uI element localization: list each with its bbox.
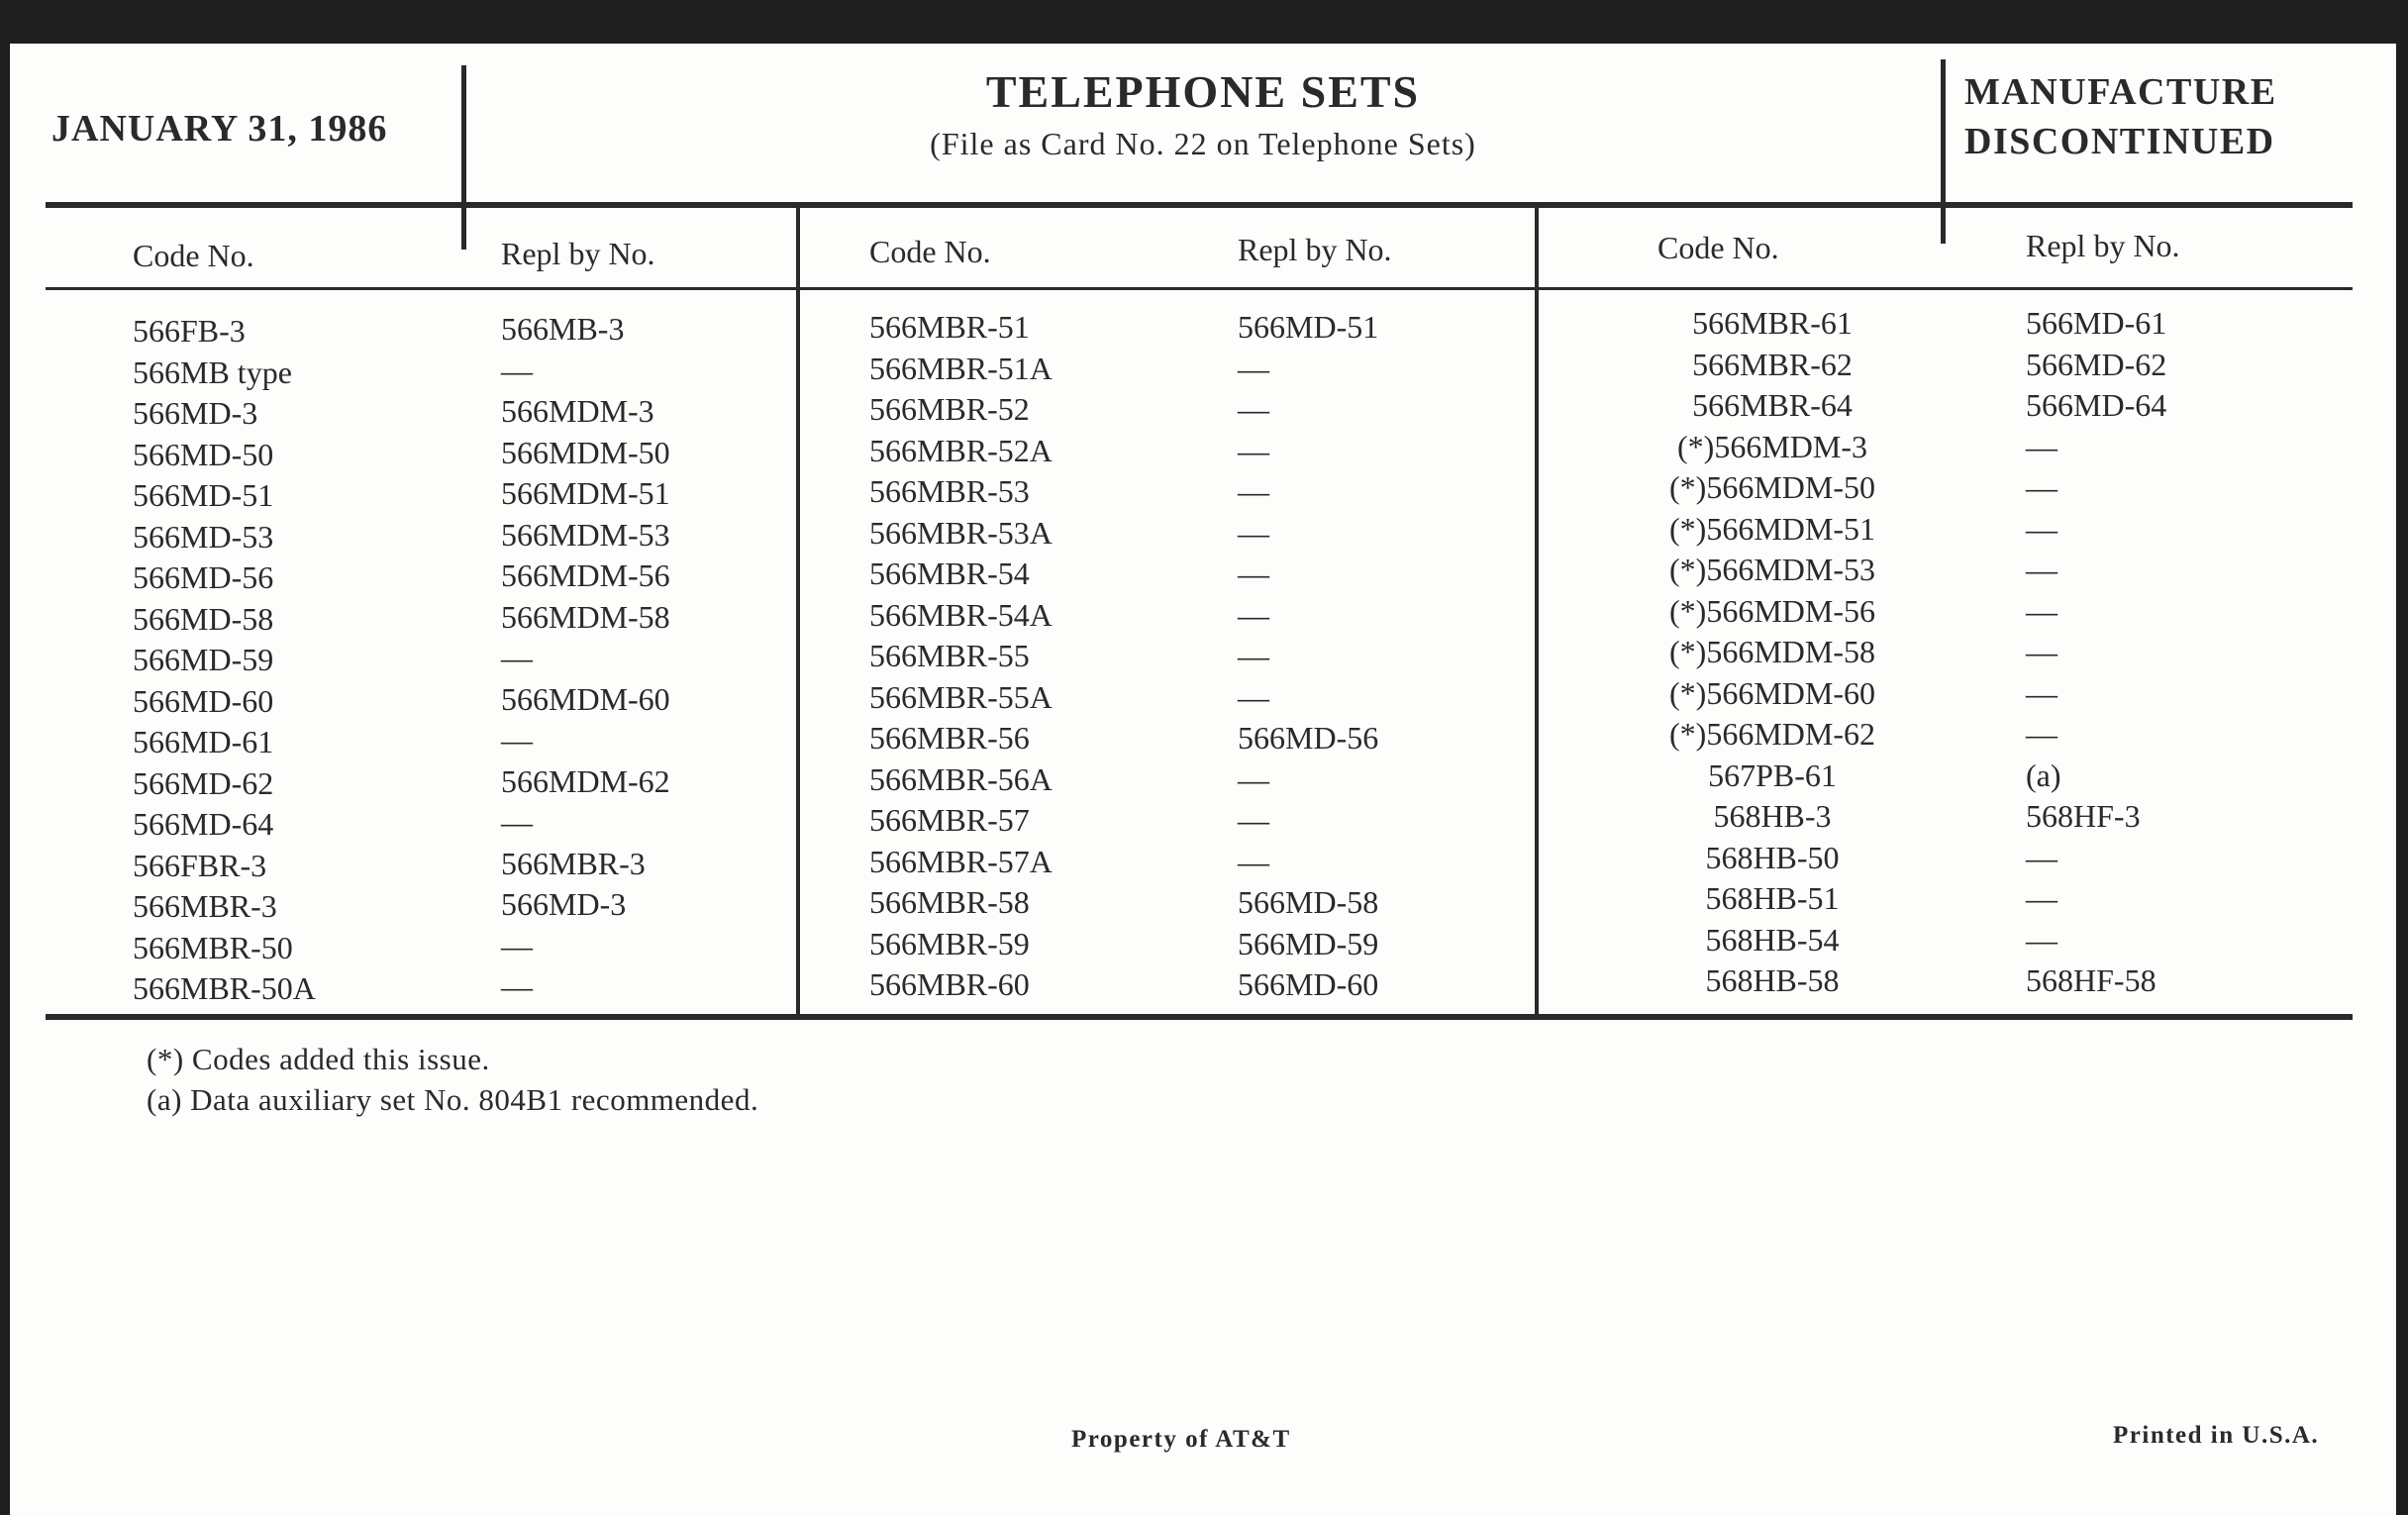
repl-cell: 566MD-62 (2026, 346, 2167, 382)
code-cell: 566MBR-61 (1692, 305, 1853, 341)
document-title: TELEPHONE SETS (985, 66, 1421, 117)
code-cell: 566MBR-54A (869, 596, 1053, 633)
repl-cell: 566MD-61 (2026, 305, 2167, 341)
code-cell: (*)566MDM-53 (1669, 552, 1875, 587)
column-header-code-2: Code No. (869, 234, 991, 269)
repl-cell: 568HF-3 (2026, 798, 2141, 834)
code-cell: 566MBR-62 (1692, 346, 1853, 382)
column-header-repl-3: Repl by No. (2026, 228, 2180, 263)
repl-cell: 566MDM-3 (501, 393, 654, 429)
code-cell: 566MB type (133, 354, 292, 390)
code-cell: 568HB-51 (1705, 880, 1840, 916)
repl-cell: — (1238, 514, 1269, 551)
repl-cell: — (501, 927, 533, 963)
repl-cell: 566MD-56 (1238, 720, 1379, 756)
title-block (782, 65, 1624, 162)
repl-cell: — (1238, 802, 1269, 838)
code-cell: 566MD-64 (133, 806, 274, 842)
code-cell: 566MD-58 (133, 600, 274, 637)
repl-list-3 (2026, 303, 2166, 1002)
code-cell: 566MBR-3 (133, 888, 277, 924)
header-divider-left (461, 65, 466, 250)
column-header-code-1: Code No. (133, 238, 254, 273)
repl-cell: — (2026, 510, 2057, 547)
repl-cell: — (501, 640, 533, 675)
repl-cell: — (1238, 760, 1269, 797)
repl-cell: — (1238, 473, 1269, 509)
catalog-card (10, 44, 2396, 1515)
footnote-asterisk: (*) Codes added this issue. (147, 1042, 490, 1076)
repl-cell: 566MD-3 (501, 886, 627, 922)
repl-cell: — (501, 722, 533, 758)
repl-cell: 566MDM-60 (501, 680, 670, 717)
footnotes (147, 1039, 758, 1120)
repl-cell: — (2026, 428, 2057, 464)
repl-cell: — (2026, 634, 2057, 669)
repl-cell: 566MBR-3 (501, 845, 646, 881)
repl-cell: 566MDM-51 (501, 475, 670, 511)
code-cell: 566MBR-58 (869, 884, 1030, 920)
code-cell: 566MBR-60 (869, 966, 1030, 1002)
code-cell: 566MBR-53A (869, 514, 1053, 551)
code-cell: 566MBR-56A (869, 760, 1053, 797)
repl-cell: 566MDM-58 (501, 598, 670, 635)
printed-footer: Printed in U.S.A. (2113, 1422, 2320, 1449)
repl-cell: — (1238, 432, 1269, 468)
code-cell: 566MBR-57 (869, 802, 1030, 838)
code-cell: 566FB-3 (133, 313, 246, 349)
code-cell: 566MBR-55 (869, 638, 1030, 673)
repl-cell: — (501, 968, 533, 1004)
repl-cell: — (1238, 678, 1269, 715)
repl-cell: — (2026, 880, 2057, 916)
code-cell: 566MBR-51A (869, 350, 1053, 386)
code-cell: 566MD-62 (133, 764, 274, 801)
code-cell: 566MD-60 (133, 682, 274, 719)
code-cell: (*)566MDM-51 (1669, 510, 1875, 547)
table-header-rule (46, 287, 2353, 290)
code-cell: 566MBR-52A (869, 432, 1053, 468)
repl-cell: — (1238, 596, 1269, 633)
code-cell: 566MBR-59 (869, 925, 1030, 961)
code-cell: 566MBR-57A (869, 843, 1053, 879)
document-subtitle: (File as Card No. 22 on Telephone Sets) (930, 126, 1476, 161)
column-divider-2 (1535, 208, 1539, 1016)
status-line-2: DISCONTINUED (1964, 121, 2275, 162)
code-cell: (*)566MDM-62 (1669, 716, 1875, 752)
header-divider-right (1941, 59, 1946, 244)
code-cell: 566MBR-56 (869, 720, 1030, 756)
code-cell: 568HB-54 (1705, 921, 1840, 958)
status-label (1964, 67, 2380, 166)
code-cell: 566MD-59 (133, 642, 274, 677)
code-list-2 (869, 307, 1053, 1006)
column-header-repl-1: Repl by No. (501, 236, 655, 271)
column-divider-1 (796, 208, 800, 1016)
code-cell: (*)566MDM-3 (1677, 428, 1867, 464)
repl-cell: — (1238, 638, 1269, 673)
code-cell: 566MBR-54 (869, 556, 1030, 591)
repl-cell: — (1238, 391, 1269, 427)
repl-cell: — (2026, 921, 2057, 958)
repl-cell: — (2026, 592, 2057, 629)
repl-cell: 566MDM-53 (501, 516, 670, 553)
repl-cell: — (2026, 469, 2057, 505)
code-cell: (*)566MDM-58 (1669, 634, 1875, 669)
repl-cell: 566MB-3 (501, 311, 625, 347)
repl-cell: — (2026, 716, 2057, 752)
repl-cell: (a) (2026, 757, 2061, 793)
code-cell: 566MD-61 (133, 724, 274, 759)
code-cell: 566MD-3 (133, 395, 258, 431)
repl-list-1 (501, 309, 670, 1008)
repl-cell: — (1238, 350, 1269, 386)
repl-cell: 566MD-51 (1238, 309, 1379, 345)
code-cell: 566MBR-51 (869, 309, 1030, 345)
repl-cell: 566MD-58 (1238, 884, 1379, 920)
repl-cell: 566MD-59 (1238, 925, 1379, 961)
table-bottom-rule (46, 1014, 2353, 1020)
repl-cell: — (1238, 843, 1269, 879)
code-cell: 566MBR-50A (133, 970, 316, 1006)
code-cell: (*)566MDM-50 (1669, 469, 1875, 505)
repl-cell: 566MDM-56 (501, 557, 670, 593)
repl-cell: — (501, 804, 533, 840)
repl-cell: 566MDM-62 (501, 762, 670, 799)
code-cell: (*)566MDM-60 (1669, 674, 1875, 711)
status-line-1: MANUFACTURE (1964, 71, 2277, 113)
code-cell: 566MBR-55A (869, 678, 1053, 715)
code-cell: 566FBR-3 (133, 847, 267, 883)
scan-edge (2396, 0, 2408, 1515)
code-cell: 566MD-56 (133, 559, 274, 595)
table-top-rule (46, 202, 2353, 208)
repl-cell: — (2026, 674, 2057, 711)
repl-cell: 566MD-64 (2026, 387, 2167, 423)
property-footer: Property of AT&T (1071, 1426, 1291, 1453)
code-cell: 566MBR-53 (869, 473, 1030, 509)
repl-cell: — (2026, 552, 2057, 587)
code-cell: 568HB-3 (1713, 798, 1832, 834)
code-list-3 (1614, 303, 1931, 1002)
column-header-repl-2: Repl by No. (1238, 232, 1392, 267)
code-cell: 566MD-50 (133, 436, 274, 472)
repl-cell: — (1238, 556, 1269, 591)
code-cell: 566MBR-64 (1692, 387, 1853, 423)
footnote-a: (a) Data auxiliary set No. 804B1 recommended. (147, 1082, 759, 1117)
code-cell: (*)566MDM-56 (1669, 592, 1875, 629)
issue-date: JANUARY 31, 1986 (51, 108, 388, 150)
code-cell: 567PB-61 (1708, 757, 1837, 793)
code-cell: 568HB-50 (1705, 839, 1840, 875)
code-list-1 (133, 311, 450, 1010)
column-header-code-3: Code No. (1657, 230, 1779, 265)
code-cell: 566MD-51 (133, 477, 274, 513)
code-cell: 566MBR-50 (133, 929, 293, 965)
repl-list-2 (1238, 307, 1378, 1006)
repl-cell: 566MD-60 (1238, 966, 1379, 1002)
repl-cell: — (2026, 839, 2057, 875)
repl-cell: 568HF-58 (2026, 962, 2157, 998)
code-cell: 568HB-58 (1705, 962, 1840, 998)
repl-cell: — (501, 352, 533, 388)
code-cell: 566MD-53 (133, 518, 274, 555)
code-cell: 566MBR-52 (869, 391, 1030, 427)
repl-cell: 566MDM-50 (501, 434, 670, 470)
